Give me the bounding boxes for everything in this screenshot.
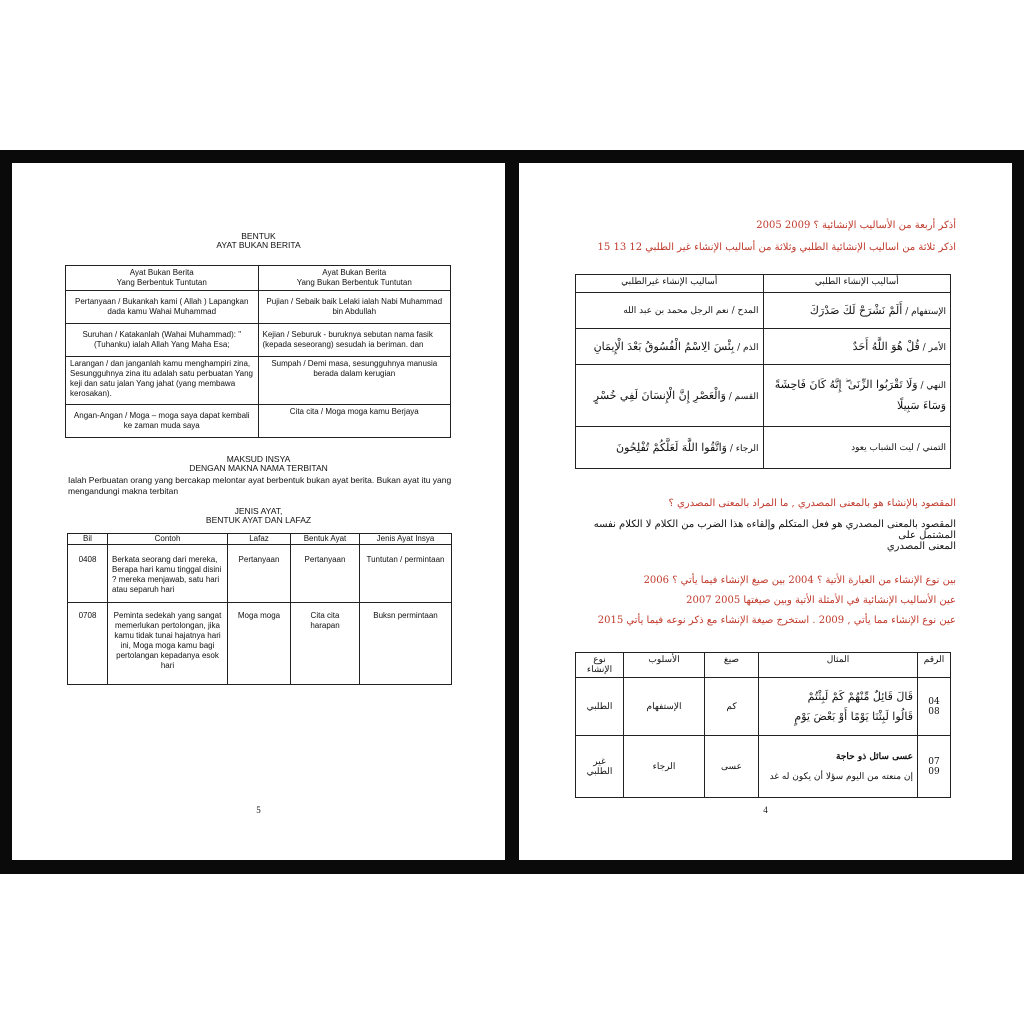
right-table2-header: المثال [759,653,918,678]
right-table2-cell: الرجاء [624,736,705,798]
right-table1-cell: المدح / نعم الرجل محمد بن عبد الله [576,293,764,329]
left-table1-cell: Cita cita / Moga moga kamu Berjaya [258,405,451,438]
right-table1-header: أساليب الإنشاء غيرالطلبي [576,275,764,293]
right-table2-header: نوع الإنشاء [576,653,624,678]
right-table2-header: الرقم [918,653,951,678]
left-page [12,163,505,860]
left-table2-header: Contoh [108,534,228,545]
right-table2-cell: عسى سائل ذو حاجة إن منعته من اليوم سؤلا أن يكون له غد [759,736,918,798]
right-table2-cell: كم [705,678,759,736]
right-table1-cell: القسم / وَالْعَصْرِ إِنَّ الْإِنسَانَ لَفِي خُسْرٍ [576,365,764,427]
left-table2-cell: Cita cita harapan [291,603,360,685]
left-table2-cell: Pertanyaan [291,545,360,603]
right-table2-header: صيغ [705,653,759,678]
left-table1-header-1: Ayat Bukan Berita Yang Berbentuk Tuntutan [66,266,259,291]
left-table2-header: Bil [68,534,108,545]
left-table2-cell: Berkata seorang dari mereka, Berapa hari kamu tinggal disini ? mereka menjawab, satu hari atau separuh hari [108,545,228,603]
right-table2-cell: قَالَ قَائِلٌ مِّنْهُمْ كَمْ لَبِثْتُمْ قَالُوا لَبِثْنَا يَوْمًا أَوْ بَعْضَ يَوْمٍ [759,678,918,736]
left-table2-cell: Buksn permintaan [360,603,452,685]
maksud-title-1: MAKSUD INSYA [226,454,291,464]
left-table2-cell: Pertanyaan [228,545,291,603]
left-table1-cell: Angan-Angan / Moga – moga saya dapat kembali ke zaman muda saya [66,405,259,438]
right-table1-cell: الذم / بِئْسَ الِاسْمُ الْفُسُوقُ بَعْدَ الْإِيمَانِ [576,329,764,365]
right-table2-header: الأسلوب [624,653,705,678]
maksud-title-2: DENGAN MAKNA NAMA TERBITAN [189,463,328,473]
jenis-title-1: JENIS AYAT, [234,506,283,516]
right-table2-cell: 07 09 [918,736,951,798]
left-table2-cell: Peminta sedekah yang sangat memerlukan pertolongan, jika kamu tidak tunai hajatnya hari ini, Moga moga kamu bagi pertolangan kepadanya esok hari [108,603,228,685]
left-table2-header: Jenis Ayat Insya [360,534,452,545]
left-table2-cell: Moga moga [228,603,291,685]
left-table2-header: Bentuk Ayat [291,534,360,545]
left-table1-cell: Pertanyaan / Bukankah kami ( Allah ) Lapangkan dada kamu Wahai Muhammad [66,291,259,324]
question-4: بين نوع الإنشاء من العبارة الأتية ؟ 2004 بين صيغ الإنشاء فيما يأتي ؟ 2006 [643,575,956,586]
left-table-ayat-bukan-berita [65,265,451,438]
right-table-asalib [575,274,951,469]
jenis-title-2: BENTUK AYAT DAN LAFAZ [205,515,312,525]
question-6: عين نوع الإنشاء مما يأتي , 2009 . استخرج صيغة الإنشاء مع ذكر نوعه فيما يأتي 2015 [597,615,956,626]
left-title-bentuk: BENTUK [241,231,276,241]
right-page-number: 4 [763,805,768,815]
right-table2-cell: الطلبي [576,678,624,736]
right-table-examples [575,652,951,798]
right-table2-cell: غير الطلبي [576,736,624,798]
left-table2-cell: Tuntutan / permintaan [360,545,452,603]
answer-3-line-1: المقصود بالمعنى المصدري هو فعل المتكلم وإلقاءه هذا الضرب من الكلام لا الكلام نفسه المشتمل على [593,519,956,541]
right-table2-cell: 04 08 [918,678,951,736]
left-table1-cell: Sumpah / Demi masa, sesungguhnya manusia berada dalam kerugian [258,357,451,405]
left-table2-header: Lafaz [228,534,291,545]
left-page-number: 5 [256,805,261,815]
left-table1-cell: Kejian / Seburuk - buruknya sebutan nama fasik (kepada seseorang) sesudah ia beriman. dan [258,324,451,357]
left-table2-cell: 0408 [68,545,108,603]
left-table1-cell: Suruhan / Katakanlah (Wahai Muhammad): "(Tuhanku) ialah Allah Yang Maha Esa; [66,324,259,357]
left-table-jenis-ayat [67,533,452,685]
right-page [519,163,1012,860]
right-table2-cell: الإستفهام [624,678,705,736]
right-table1-cell: الأمر / قُلْ هُوَ اللَّهُ أَحَدٌ [763,329,951,365]
left-table2-cell: 0708 [68,603,108,685]
right-table1-header: أساليب الإنشاء الطلبي [763,275,951,293]
left-title-ayat-bukan-berita: AYAT BUKAN BERITA [216,240,301,250]
question-5: عين الأساليب الإنشائية في الأمثلة الأتية وبين صيغتها 2005 2007 [686,595,956,606]
left-table1-cell: Larangan / dan janganlah kamu menghampiri zina, Sesungguhnya zina itu adalah satu perbuatan Yang keji dan satu jalan Yang jahat (yang membawa kerosakan). [66,357,259,405]
maksud-text: Ialah Perbuatan orang yang bercakap melontar ayat berbentuk bukan ayat berita. Bukan ayat itu yang mengandungi makna terbitan [68,475,452,496]
question-3: المقصود بالإنشاء هو بالمعنى المصدري , ما المراد بالمعنى المصدري ؟ [668,498,956,509]
question-1: أذكر أربعة من الأساليب الإنشائية ؟ 2009 2005 [756,220,956,231]
right-table1-cell: النهي / وَلَا تَقْرَبُوا الزِّنَىٰ ۖ إِنَّهُ كَانَ فَاحِشَةً وَسَاءَ سَبِيلًا [763,365,951,427]
right-table2-cell: عسى [705,736,759,798]
left-table1-cell: Pujian / Sebaik baik Lelaki ialah Nabi Muhammad bin Abdullah [258,291,451,324]
right-table1-cell: الإستفهام / أَلَمْ نَشْرَحْ لَكَ صَدْرَكَ [763,293,951,329]
left-table1-header-2: Ayat Bukan Berita Yang Bukan Berbentuk Tuntutan [258,266,451,291]
question-2: اذكر ثلاثة من اساليب الإنشائية الطلبي وثلاثة من أساليب الإنشاء غير الطلبي 12 13 15 [597,242,956,253]
answer-3-line-2: المعنى المصدري [886,541,956,552]
right-table1-cell: التمني / ليت الشباب يعود [763,427,951,469]
right-table1-cell: الرجاء / وَاتَّقُوا اللَّهَ لَعَلَّكُمْ تُفْلِحُونَ [576,427,764,469]
